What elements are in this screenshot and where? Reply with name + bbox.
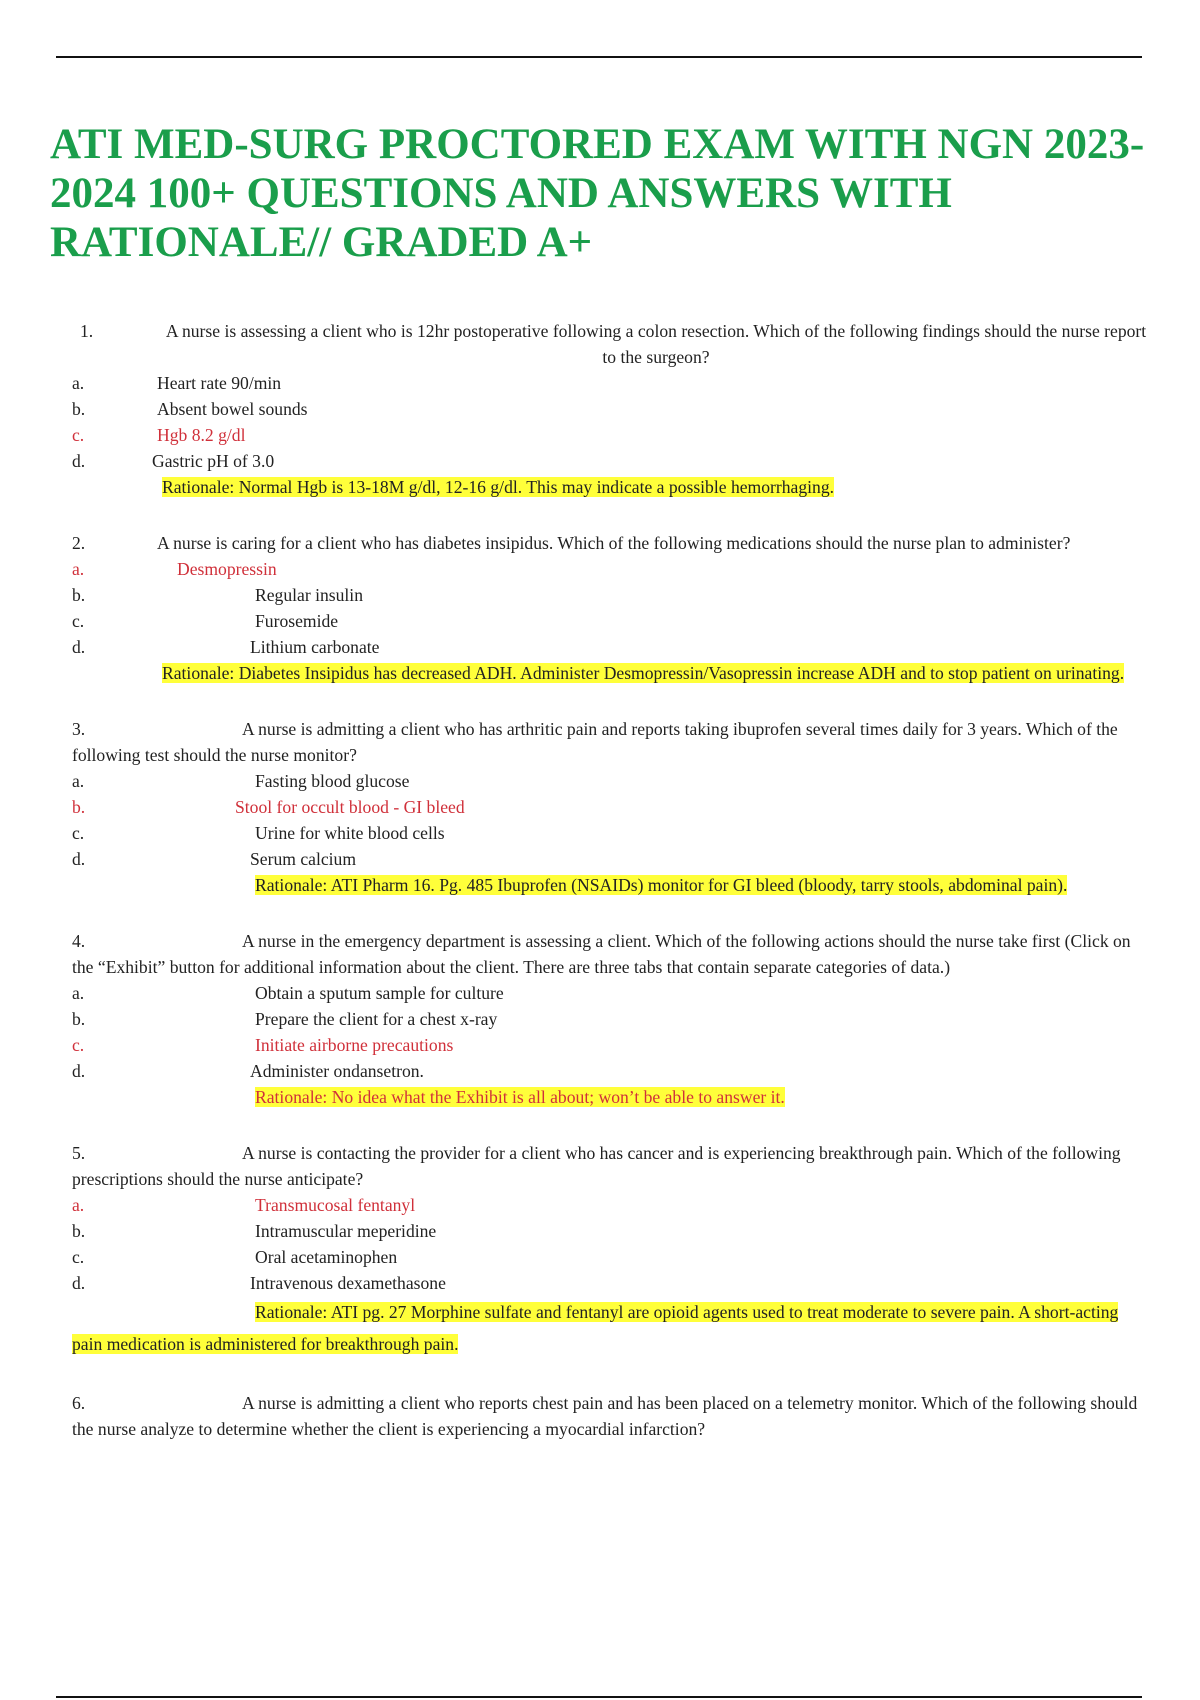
option-text: Stool for occult blood - GI bleed: [235, 797, 465, 817]
option-text: Furosemide: [255, 611, 339, 631]
option-text: Oral acetaminophen: [255, 1247, 398, 1267]
rationale: [72, 872, 1150, 898]
option-letter: d.: [72, 637, 86, 657]
option-letter: a.: [72, 559, 85, 579]
option-text: Hgb 8.2 g/dl: [157, 425, 246, 445]
option-letter: b.: [72, 797, 86, 817]
rationale: [72, 1084, 1150, 1110]
question-1: [72, 318, 1150, 500]
document-title: ATI MED-SURG PROCTORED EXAM WITH NGN 2023-2024 100+ QUESTIONS AND ANSWERS WITH RATIONALE// GRADED A+: [50, 121, 1145, 266]
question-text: A nurse is caring for a client who has diabetes insipidus. Which of the following medications should the nurse plan to administer?: [157, 533, 1071, 553]
option-text: Initiate airborne precautions: [255, 1035, 454, 1055]
question-text: A nurse is assessing a client who is 12hr postoperative following a colon resection. Which of the following findings should the nurse report to the surgeon?: [165, 321, 1147, 367]
option-text: Administer ondansetron.: [250, 1061, 424, 1081]
option-b: [72, 1006, 1150, 1032]
option-d: [72, 1270, 1150, 1296]
option-letter: c.: [72, 823, 85, 843]
option-c-correct: [72, 1032, 1150, 1058]
option-text: Heart rate 90/min: [157, 373, 282, 393]
option-a: [72, 370, 1150, 396]
option-a-correct: [72, 1192, 1150, 1218]
option-letter: b.: [72, 585, 86, 605]
option-d: [72, 448, 1150, 474]
rationale: [72, 1296, 1150, 1360]
option-letter: c.: [72, 1247, 85, 1267]
question-number: 1.: [80, 321, 94, 341]
option-text: Prepare the client for a chest x-ray: [255, 1009, 498, 1029]
option-a-correct: [72, 556, 1150, 582]
option-a: [72, 980, 1150, 1006]
option-letter: a.: [72, 983, 85, 1003]
option-b-correct: [72, 794, 1150, 820]
option-letter: d.: [72, 1273, 86, 1293]
question-text: A nurse is admitting a client who has arthritic pain and reports taking ibuprofen several times daily for 3 years. Which of the following test should the nurse monitor?: [72, 719, 1118, 765]
question-text: A nurse is admitting a client who reports chest pain and has been placed on a telemetry monitor. Which of the following should the nurse analyze to determine whether the client is experiencing a myocardial infarction?: [72, 1393, 1138, 1439]
rationale: [72, 660, 1150, 686]
option-b: [72, 396, 1150, 422]
option-text: Desmopressin: [177, 559, 277, 579]
option-letter: a.: [72, 771, 85, 791]
option-c: [72, 608, 1150, 634]
rationale: [72, 474, 1150, 500]
option-text: Gastric pH of 3.0: [152, 451, 275, 471]
option-d: [72, 1058, 1150, 1084]
question-number: 2.: [72, 533, 86, 553]
option-text: Regular insulin: [255, 585, 363, 605]
option-d: [72, 634, 1150, 660]
option-letter: d.: [72, 451, 86, 471]
option-text: Obtain a sputum sample for culture: [255, 983, 504, 1003]
question-stem: [72, 716, 1150, 768]
question-3: [72, 716, 1150, 898]
option-letter: a.: [72, 1195, 85, 1215]
option-b: [72, 1218, 1150, 1244]
option-a: [72, 768, 1150, 794]
footer-rule: [56, 1696, 1142, 1698]
option-letter: b.: [72, 1221, 86, 1241]
question-text: A nurse in the emergency department is assessing a client. Which of the following actions should the nurse take first (Click on the “Exhibit” button for additional information about the client. There are three tabs that contain separate categories of data.): [72, 931, 1131, 977]
option-b: [72, 582, 1150, 608]
question-5: [72, 1140, 1150, 1360]
question-number: 3.: [72, 719, 86, 739]
question-number: 6.: [72, 1393, 86, 1413]
option-text: Transmucosal fentanyl: [255, 1195, 416, 1215]
option-text: Lithium carbonate: [250, 637, 380, 657]
rationale-text: Rationale: Diabetes Insipidus has decreased ADH. Administer Desmopressin/Vasopressin increase ADH and to stop patient on urinating.: [162, 663, 1125, 683]
question-stem: [72, 1140, 1150, 1192]
option-c: [72, 1244, 1150, 1270]
option-text: Fasting blood glucose: [255, 771, 410, 791]
option-text: Absent bowel sounds: [157, 399, 308, 419]
option-letter: c.: [72, 1035, 85, 1055]
rationale-text: Rationale: No idea what the Exhibit is all about; won’t be able to answer it.: [255, 1087, 785, 1107]
option-letter: c.: [72, 611, 85, 631]
question-list: [72, 318, 1150, 1472]
option-letter: b.: [72, 399, 86, 419]
option-letter: b.: [72, 1009, 86, 1029]
header-rule: [56, 56, 1142, 58]
option-c: [72, 820, 1150, 846]
rationale-text: Rationale: ATI pg. 27 Morphine sulfate and fentanyl are opioid agents used to treat moderate to severe pain. A short-acting pain medication is administered for breakthrough pain.: [72, 1302, 1119, 1354]
question-text: A nurse is contacting the provider for a client who has cancer and is experiencing breakthrough pain. Which of the following prescriptions should the nurse anticipate?: [72, 1143, 1121, 1189]
option-c-correct: [72, 422, 1150, 448]
question-stem: [72, 318, 1150, 370]
question-stem: [72, 928, 1150, 980]
question-stem: [72, 530, 1150, 556]
question-2: [72, 530, 1150, 686]
question-number: 4.: [72, 931, 86, 951]
option-text: Serum calcium: [250, 849, 357, 869]
option-text: Intramuscular meperidine: [255, 1221, 437, 1241]
option-letter: d.: [72, 849, 86, 869]
rationale-text: Rationale: Normal Hgb is 13-18M g/dl, 12-16 g/dl. This may indicate a possible hemorrhaging.: [162, 477, 835, 497]
option-text: Urine for white blood cells: [255, 823, 445, 843]
rationale-text: Rationale: ATI Pharm 16. Pg. 485 Ibuprofen (NSAIDs) monitor for GI bleed (bloody, tarry stools, abdominal pain).: [255, 875, 1068, 895]
option-text: Intravenous dexamethasone: [250, 1273, 446, 1293]
question-6: [72, 1390, 1150, 1442]
option-letter: d.: [72, 1061, 86, 1081]
option-letter: c.: [72, 425, 85, 445]
question-4: [72, 928, 1150, 1110]
option-letter: a.: [72, 373, 85, 393]
option-d: [72, 846, 1150, 872]
question-number: 5.: [72, 1143, 86, 1163]
question-stem: [72, 1390, 1150, 1442]
